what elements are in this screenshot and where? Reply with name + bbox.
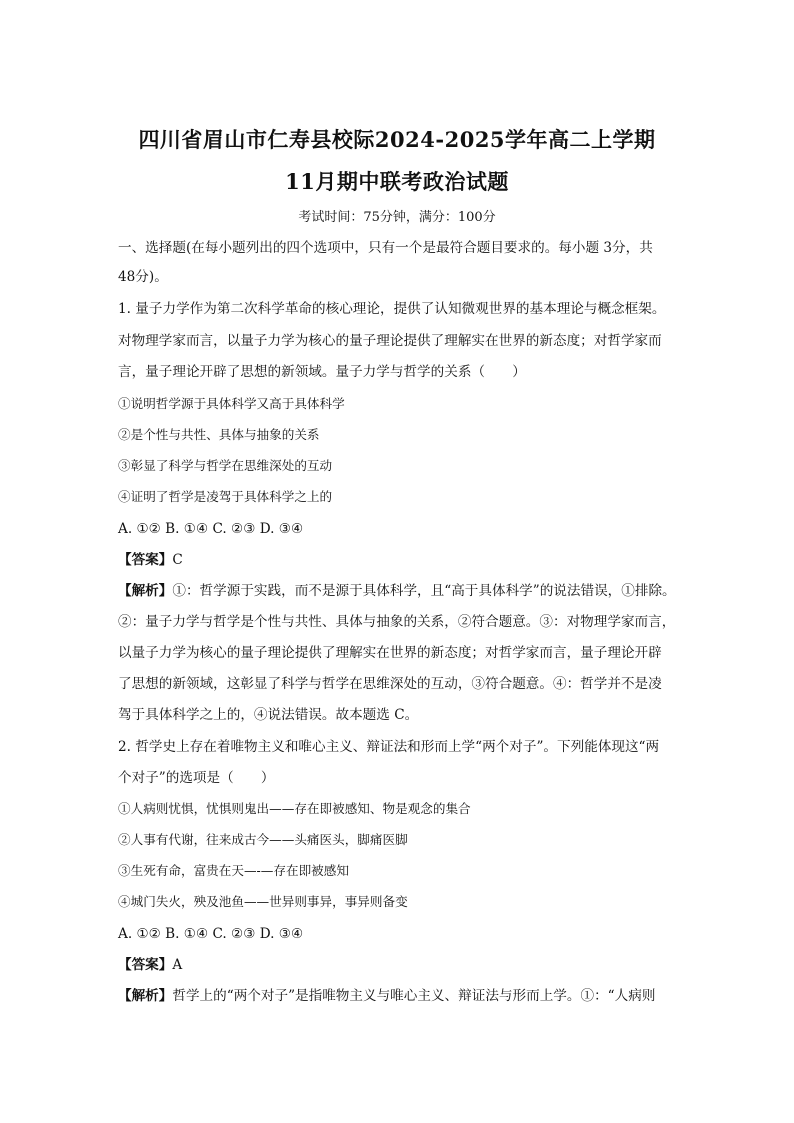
q1-stem: 1. 量子力学作为第二次科学革命的核心理论，提供了认知微观世界的基本理论与概念框架。 [118, 301, 666, 317]
answer-label: 【答案】 [118, 552, 173, 568]
section-heading: 一、选择题(在每小题列出的四个选项中，只有一个是最符合题目要求的。每小题 3分，共 [118, 240, 653, 256]
q1-option-4: ④证明了哲学是凌驾于具体科学之上的 [118, 489, 333, 504]
q2-option-3: ③生死有命，富贵在天—-—存在即被感知 [118, 863, 349, 878]
q2-stem-cont: 个对子”的选项是（ ） [118, 770, 275, 786]
doc-title-line-1: 四川省眉山市仁寿县校际2024-2025学年高二上学期 [138, 127, 656, 152]
q1-option-1: ①说明哲学源于具体科学又高于具体科学 [118, 396, 345, 411]
q1-analysis-cont: 驾于具体科学之上的，④说法错误。故本题选 C。 [118, 707, 419, 723]
answer-value: A [172, 957, 183, 973]
q1-analysis-cont: 以量子力学为核心的量子理论提供了理解实在世界的新态度；对哲学家而言，量子理论开辟 [118, 645, 662, 661]
q2-option-2: ②人事有代谢，往来成古今——头痛医头，脚痛医脚 [118, 832, 408, 847]
exam-info: 考试时间：75分钟，满分：100分 [298, 210, 496, 225]
q2-stem: 2. 哲学史上存在着唯物主义和唯心主义、辩证法和形而上学“两个对子”。下列能体现这“两 [118, 739, 660, 755]
q2-option-4: ④城门失火，殃及池鱼——世异则事异，事异则备变 [118, 894, 408, 909]
q1-stem-cont: 对物理学家而言，以量子力学为核心的量子理论提供了理解实在世界的新态度；对哲学家而 [118, 333, 662, 349]
analysis-text: ①：哲学源于实践，而不是源于具体科学，且“高于具体科学”的说法错误，①排除。 [172, 583, 676, 599]
section-heading-cont: 48分)。 [118, 269, 168, 285]
q2-choices: A. ①② B. ①④ C. ②③ D. ③④ [118, 926, 304, 942]
q1-answer [118, 550, 684, 570]
q1-analysis [118, 581, 684, 601]
q1-analysis-cont: ②：量子力学与哲学是个性与共性、具体与抽象的关系，②符合题意。③：对物理学家而言， [118, 614, 676, 630]
q2-answer [118, 955, 684, 975]
q1-stem-cont: 言，量子理论开辟了思想的新领域。量子力学与哲学的关系（ ） [118, 364, 526, 380]
analysis-label: 【解析】 [118, 988, 173, 1004]
q2-option-1: ①人病则忧惧，忧惧则鬼出——存在即被感知、物是观念的集合 [118, 801, 471, 816]
analysis-label: 【解析】 [118, 583, 173, 599]
q1-option-3: ③彰显了科学与哲学在思维深处的互动 [118, 458, 333, 473]
q1-choices: A. ①② B. ①④ C. ②③ D. ③④ [118, 521, 304, 537]
doc-title-line-2: 11月期中联考政治试题 [285, 169, 509, 194]
q1-option-2: ②是个性与共性、具体与抽象的关系 [118, 427, 320, 442]
q2-analysis [118, 986, 684, 1006]
analysis-text: 哲学上的“两个对子”是指唯物主义与唯心主义、辩证法与形而上学。①：“人病则 [172, 988, 656, 1004]
answer-label: 【答案】 [118, 957, 173, 973]
q1-analysis-cont: 了思想的新领域，这彰显了科学与哲学在思维深处的互动，③符合题意。④：哲学并不是凌 [118, 676, 662, 692]
answer-value: C [172, 552, 183, 568]
